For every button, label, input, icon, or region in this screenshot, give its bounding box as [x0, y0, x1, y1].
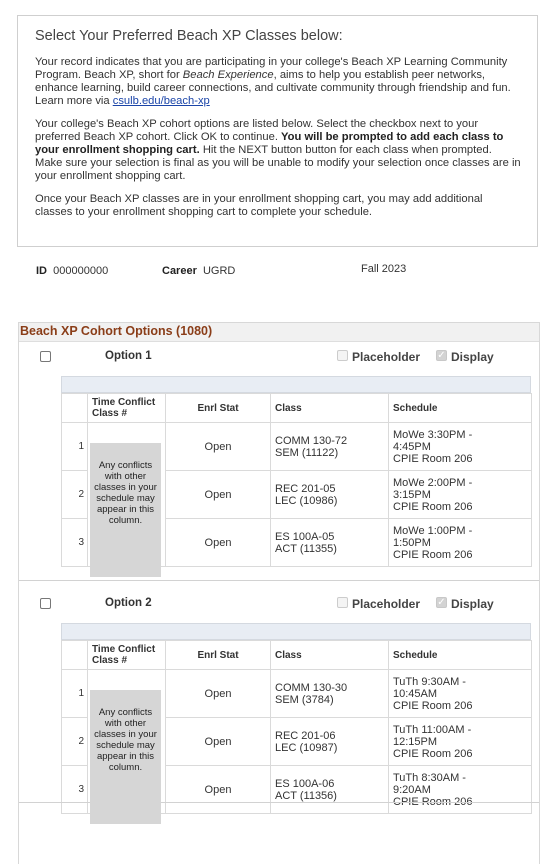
- schedule-days: MoWe 1:00PM -: [393, 524, 473, 537]
- schedule-room: CPIE Room 206: [393, 452, 473, 465]
- schedule-days: MoWe 2:00PM -: [393, 476, 473, 489]
- career-label: Career: [162, 265, 197, 277]
- option-1-checkbox[interactable]: [40, 351, 51, 362]
- display-checkbox: ✓: [437, 597, 446, 608]
- id-value: 000000000: [53, 265, 109, 277]
- conflict-cell: [88, 423, 166, 567]
- cohort-options-section: [18, 322, 540, 864]
- schedule-room: CPIE Room 206: [393, 795, 473, 808]
- option-divider: [19, 580, 539, 581]
- display-checkbox: ✓: [437, 350, 446, 361]
- class-section: SEM (3784): [275, 693, 334, 706]
- term-label: Fall 2023: [361, 263, 407, 275]
- schedule-header: Schedule: [389, 394, 532, 423]
- row-number: 1: [62, 670, 88, 718]
- schedule-days: TuTh 11:00AM -: [393, 723, 472, 736]
- class-header: Class: [271, 641, 389, 670]
- conflict-header: Time Conflict Class #: [88, 394, 166, 423]
- class-code: COMM 130-72: [275, 434, 348, 447]
- id-label: ID: [36, 265, 47, 277]
- table-header: [62, 641, 532, 670]
- class-code: COMM 130-30: [275, 681, 348, 694]
- placeholder-label: Placeholder: [352, 350, 421, 364]
- row-number: 3: [62, 519, 88, 567]
- schedule-cell: [389, 670, 532, 718]
- option-2-class-grid: [61, 623, 531, 814]
- class-section: LEC (10986): [275, 494, 338, 507]
- schedule-cell: [389, 766, 532, 814]
- p2-text-a: Your college's Beach XP cohort options are listed below. Select the checkbox next to your preferred Beach XP cohort. Click OK to continue.: [35, 118, 479, 143]
- row-number: 2: [62, 471, 88, 519]
- schedule-end: 4:45PM: [393, 440, 431, 453]
- table-header: [62, 394, 532, 423]
- class-table: [61, 393, 532, 567]
- table-row: [62, 423, 532, 471]
- class-cell: [271, 519, 389, 567]
- placeholder-label: Placeholder: [352, 597, 421, 611]
- schedule-end: 3:15PM: [393, 488, 431, 501]
- instructions-paragraph-1: [35, 56, 521, 108]
- row-num-header: [62, 641, 88, 670]
- schedule-days: TuTh 8:30AM -: [393, 771, 466, 784]
- option-1-class-grid: [61, 376, 531, 567]
- schedule-cell: [389, 471, 532, 519]
- schedule-room: CPIE Room 206: [393, 699, 473, 712]
- class-code: ES 100A-05: [275, 530, 335, 543]
- instructions-title: Select Your Preferred Beach XP Classes below:: [35, 28, 343, 44]
- placeholder-checkbox: [337, 597, 348, 608]
- career-value: UGRD: [202, 265, 236, 277]
- enrollment-status: Open: [166, 766, 271, 814]
- enrollment-status: Open: [166, 471, 271, 519]
- p1-text-b: , aims to help you establish peer networks, enhance learning, build career connections, and cultivate community through friendship and fun. Learn more via: [35, 69, 511, 107]
- p2-bold: You will be prompted to add each class to your enrollment shopping cart.: [35, 131, 504, 156]
- conflict-cell: [88, 670, 166, 814]
- schedule-days: MoWe 3:30PM -: [393, 428, 473, 441]
- class-cell: [271, 670, 389, 718]
- schedule-end: 12:15PM: [393, 735, 438, 748]
- p1-text-a: Your record indicates that you are participating in your college's Beach XP Learning Community Program. Beach XP, short for: [35, 56, 508, 81]
- student-id: [36, 265, 108, 277]
- student-career: [162, 265, 235, 277]
- conflict-note: Any conflicts with other classes in your schedule may appear in this column.: [90, 443, 161, 577]
- enrollment-status: Open: [166, 519, 271, 567]
- row-number: 1: [62, 423, 88, 471]
- option-1-label: Option 1: [105, 350, 152, 362]
- class-cell: [271, 718, 389, 766]
- grid-toolbar: [61, 376, 531, 393]
- schedule-cell: [389, 423, 532, 471]
- schedule-end: 10:45AM: [393, 687, 438, 700]
- grid-toolbar: [61, 623, 531, 640]
- row-number: 3: [62, 766, 88, 814]
- schedule-room: CPIE Room 206: [393, 747, 473, 760]
- class-cell: [271, 766, 389, 814]
- display-label: Display: [451, 597, 494, 611]
- status-header: Enrl Stat: [166, 641, 271, 670]
- status-header: Enrl Stat: [166, 394, 271, 423]
- class-cell: [271, 471, 389, 519]
- instructions-box: [17, 15, 538, 247]
- class-cell: [271, 423, 389, 471]
- enrollment-status: Open: [166, 718, 271, 766]
- schedule-days: TuTh 9:30AM -: [393, 675, 466, 688]
- instructions-paragraph-2: [35, 118, 521, 183]
- option-2-checkbox[interactable]: [40, 598, 51, 609]
- class-table: [61, 640, 532, 814]
- class-header: Class: [271, 394, 389, 423]
- class-code: ES 100A-06: [275, 777, 335, 790]
- schedule-room: CPIE Room 206: [393, 500, 473, 513]
- schedule-end: 9:20AM: [393, 783, 431, 796]
- schedule-room: CPIE Room 206: [393, 548, 473, 561]
- conflict-note: Any conflicts with other classes in your schedule may appear in this column.: [90, 690, 161, 824]
- schedule-header: Schedule: [389, 641, 532, 670]
- conflict-header: Time Conflict Class #: [88, 641, 166, 670]
- class-code: REC 201-06: [275, 729, 336, 742]
- instructions-paragraph-3: Once your Beach XP classes are in your enrollment shopping cart, you may add additional classes to your enrollment shopping cart to complete your schedule.: [35, 193, 483, 218]
- section-title: Beach XP Cohort Options (1080): [19, 322, 539, 342]
- row-number: 2: [62, 718, 88, 766]
- schedule-end: 1:50PM: [393, 536, 431, 549]
- p1-emphasis: Beach Experience: [182, 69, 274, 81]
- row-num-header: [62, 394, 88, 423]
- table-row: [62, 670, 532, 718]
- class-section: SEM (11122): [275, 446, 339, 459]
- class-code: REC 201-05: [275, 482, 336, 495]
- schedule-cell: [389, 718, 532, 766]
- p2-text-b: Hit the NEXT button button for each class when prompted. Make sure your selection is final as you will be unable to modify your selection once classes are in your enrollment shopping cart.: [35, 144, 521, 182]
- option-2-label: Option 2: [105, 597, 152, 609]
- enrollment-status: Open: [166, 423, 271, 471]
- enrollment-status: Open: [166, 670, 271, 718]
- placeholder-checkbox: [337, 350, 348, 361]
- schedule-cell: [389, 519, 532, 567]
- display-label: Display: [451, 350, 494, 364]
- class-section: LEC (10987): [275, 741, 338, 754]
- class-section: ACT (11355): [275, 542, 337, 555]
- beach-xp-link[interactable]: csulb.edu/beach-xp: [112, 95, 210, 107]
- class-section: ACT (11356): [275, 789, 337, 802]
